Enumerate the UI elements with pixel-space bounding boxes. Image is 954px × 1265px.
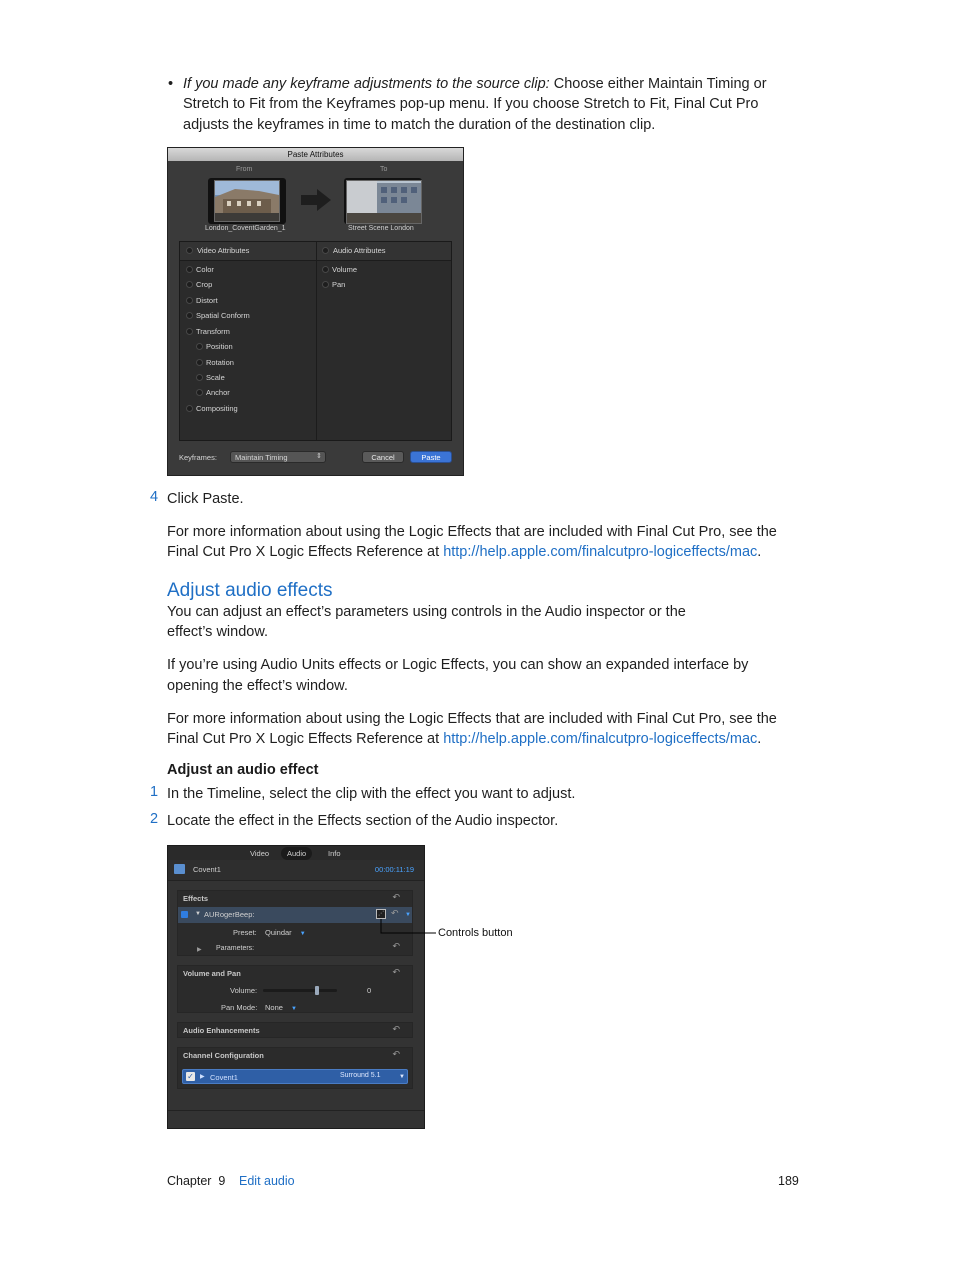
attributes-panel	[179, 241, 452, 441]
checkbox-icon[interactable]	[322, 281, 329, 288]
channel-disclosure-icon[interactable]: ▶	[200, 1074, 205, 1080]
video-attributes-checkbox[interactable]	[186, 247, 193, 254]
to-label: To	[380, 166, 388, 173]
preset-label: Preset:	[233, 928, 257, 937]
section-p3-line-2	[167, 729, 761, 750]
clip-timecode: 00:00:11:19	[374, 865, 414, 874]
step-1-text: In the Timeline, select the clip with the effect you want to adjust.	[167, 786, 576, 802]
attr-label: Volume	[332, 265, 358, 274]
checkbox-icon[interactable]	[186, 281, 193, 288]
channel-checkbox[interactable]: ✓	[187, 1072, 194, 1081]
inspector-tab-bar	[168, 846, 424, 860]
pan-mode-value: None	[265, 1003, 283, 1012]
attr-label: Rotation	[206, 358, 234, 367]
section-heading: Adjust audio effects	[167, 580, 333, 601]
paste-attributes-title: Paste Attributes	[168, 148, 463, 161]
updown-chevron-icon: ⇕	[316, 453, 322, 460]
volume-pan-header: Volume and Pan	[183, 969, 241, 978]
arrow-icon	[301, 189, 331, 216]
footer-chapter-title-link[interactable]: Edit audio	[239, 1174, 295, 1188]
channel-reset-icon[interactable]: ↶	[392, 1049, 400, 1059]
checkbox-icon[interactable]	[196, 359, 203, 366]
volume-value: 0	[367, 986, 372, 995]
step-4-number: 4	[150, 489, 159, 505]
enhancements-reset-icon[interactable]: ↶	[392, 1024, 400, 1034]
audio-attributes-checkbox[interactable]	[322, 247, 329, 254]
tab-info[interactable]: Info	[328, 849, 341, 858]
checkbox-icon[interactable]	[186, 405, 193, 412]
preset-value: Quindar	[265, 928, 292, 937]
preset-popup[interactable]	[265, 928, 306, 937]
channel-row[interactable]	[182, 1069, 408, 1084]
cancel-button[interactable]: Cancel	[362, 451, 404, 463]
pan-mode-label: Pan Mode:	[221, 1003, 258, 1012]
pan-mode-popup[interactable]	[265, 1003, 297, 1012]
video-attributes-header[interactable]	[180, 242, 317, 261]
volume-pan-reset-icon[interactable]: ↶	[392, 967, 400, 977]
section-p3-period: .	[757, 731, 762, 747]
para-1-period: .	[757, 544, 762, 560]
effects-header: Effects	[183, 894, 209, 903]
attr-label: Anchor	[206, 388, 230, 397]
checkbox-icon[interactable]	[196, 389, 203, 396]
logic-effects-link[interactable]: http://help.apple.com/finalcutpro-logiceffects/mac	[443, 544, 758, 560]
reset-icon[interactable]: ↶	[392, 892, 400, 902]
intro-bullet-line-1	[183, 74, 767, 95]
checkbox-icon[interactable]	[186, 312, 193, 319]
attr-label: Position	[206, 342, 233, 351]
channel-value[interactable]: Surround 5.1	[340, 1072, 381, 1079]
attr-label: Pan	[332, 280, 346, 289]
step-2-text: Locate the effect in the Effects section of the Audio inspector.	[167, 813, 559, 829]
attr-label: Crop	[196, 280, 213, 289]
intro-bullet-line-1-rest: Choose either Maintain Timing or	[549, 76, 767, 92]
channel-header: Channel Configuration	[183, 1051, 264, 1060]
keyframes-popup-value: Maintain Timing	[235, 453, 288, 462]
section-p1-line-2: effect’s window.	[167, 624, 269, 640]
step-1-number: 1	[150, 784, 159, 800]
checkbox-icon[interactable]	[322, 266, 329, 273]
callout-label: Controls button	[438, 927, 513, 939]
section-p3-line-2-text: Final Cut Pro X Logic Effects Reference at	[167, 731, 444, 747]
clip-film-icon	[174, 864, 185, 874]
subheading: Adjust an audio effect	[167, 762, 319, 778]
preset-chevron-icon: ▼	[299, 931, 306, 937]
intro-bullet-mark: •	[168, 76, 174, 92]
section-p2-line-2: opening the effect’s window.	[167, 678, 348, 694]
callout-leader-line	[380, 918, 440, 938]
step-4-text: Click Paste.	[167, 491, 244, 507]
attr-label: Scale	[206, 373, 225, 382]
parameters-reset-icon[interactable]: ↶	[392, 941, 400, 951]
checkbox-icon[interactable]	[196, 374, 203, 381]
intro-bullet-italic: If you made any keyframe adjustments to the source clip:	[183, 76, 550, 92]
effect-enable-checkbox[interactable]	[181, 911, 188, 918]
audio-attributes-label: Audio Attributes	[333, 246, 386, 255]
footer-page-number: 189	[778, 1174, 799, 1188]
controls-button[interactable]: ⋰	[378, 911, 384, 917]
intro-bullet-line-2: Stretch to Fit from the Keyframes pop-up menu. If you choose Stretch to Fit, Final Cut Pro	[183, 96, 759, 112]
step-2-number: 2	[150, 811, 159, 827]
volume-label: Volume:	[230, 986, 258, 995]
to-clip-thumbnail	[344, 178, 422, 224]
paste-attributes-window	[167, 147, 464, 476]
enhancements-header: Audio Enhancements	[183, 1026, 260, 1035]
checkbox-icon[interactable]	[186, 328, 193, 335]
from-clip-thumbnail	[208, 178, 286, 224]
audio-inspector-window	[167, 845, 425, 1129]
tab-audio[interactable]: Audio	[281, 847, 312, 860]
section-p1-line-1: You can adjust an effect’s parameters using controls in the Audio inspector or the	[167, 604, 686, 620]
effect-row	[178, 907, 412, 923]
paste-button[interactable]: Paste	[410, 451, 452, 463]
tab-video[interactable]: Video	[250, 849, 270, 858]
volume-pan-section	[177, 965, 413, 1013]
clip-header	[168, 860, 424, 881]
footer-chapter: Chapter 9	[167, 1174, 226, 1188]
keyframes-popup[interactable]	[230, 451, 326, 463]
attr-label: Spatial Conform	[196, 311, 250, 320]
effect-menu-chevron-icon[interactable]: ▼	[405, 912, 411, 918]
volume-slider-knob[interactable]	[315, 986, 319, 995]
para-1-line-1: For more information about using the Logic Effects that are included with Final Cut Pro, see the	[167, 524, 777, 540]
attr-label: Distort	[196, 296, 218, 305]
section-p3-line-1: For more information about using the Logic Effects that are included with Final Cut Pro, see the	[167, 711, 777, 727]
channel-clip-name: Covent1	[210, 1073, 238, 1082]
section-p2-line-1: If you’re using Audio Units effects or Logic Effects, you can show an expanded interface by	[167, 657, 749, 673]
keyframes-label: Keyframes:	[179, 453, 217, 462]
effect-reset-icon[interactable]: ↶	[391, 908, 399, 918]
effects-section	[177, 890, 413, 956]
disclosure-triangle-icon[interactable]: ▼	[195, 911, 201, 917]
from-clip-name: London_CoventGarden_1	[205, 225, 286, 232]
clip-name: Covent1	[193, 865, 221, 874]
parameters-disclosure-icon[interactable]: ▶	[197, 947, 202, 953]
para-1-line-2-text: Final Cut Pro X Logic Effects Reference at	[167, 544, 444, 560]
intro-bullet-line-3: adjusts the keyframes in time to match the duration of the destination clip.	[183, 117, 656, 133]
video-attributes-label: Video Attributes	[197, 246, 250, 255]
attr-label: Transform	[196, 327, 230, 336]
parameters-label: Parameters:	[216, 945, 255, 952]
to-clip-name: Street Scene London	[348, 225, 414, 232]
inspector-bottom-divider	[168, 1110, 424, 1111]
checkbox-icon[interactable]	[186, 297, 193, 304]
column-divider	[316, 260, 317, 440]
checkbox-icon[interactable]	[196, 343, 203, 350]
from-label: From	[236, 166, 253, 173]
enhancements-section	[177, 1022, 413, 1038]
attr-label: Color	[196, 265, 214, 274]
volume-slider[interactable]	[263, 989, 337, 992]
channel-chevron-icon[interactable]: ▼	[399, 1074, 405, 1080]
pan-mode-chevron-icon: ▼	[290, 1006, 297, 1012]
para-1-line-2	[167, 542, 761, 563]
checkbox-icon[interactable]	[186, 266, 193, 273]
effect-name: AURogerBeep:	[204, 910, 255, 919]
logic-effects-link-2[interactable]: http://help.apple.com/finalcutpro-logiceffects/mac	[443, 731, 758, 747]
audio-attributes-header[interactable]	[317, 242, 451, 261]
channel-section	[177, 1047, 413, 1089]
attr-label: Compositing	[196, 404, 238, 413]
